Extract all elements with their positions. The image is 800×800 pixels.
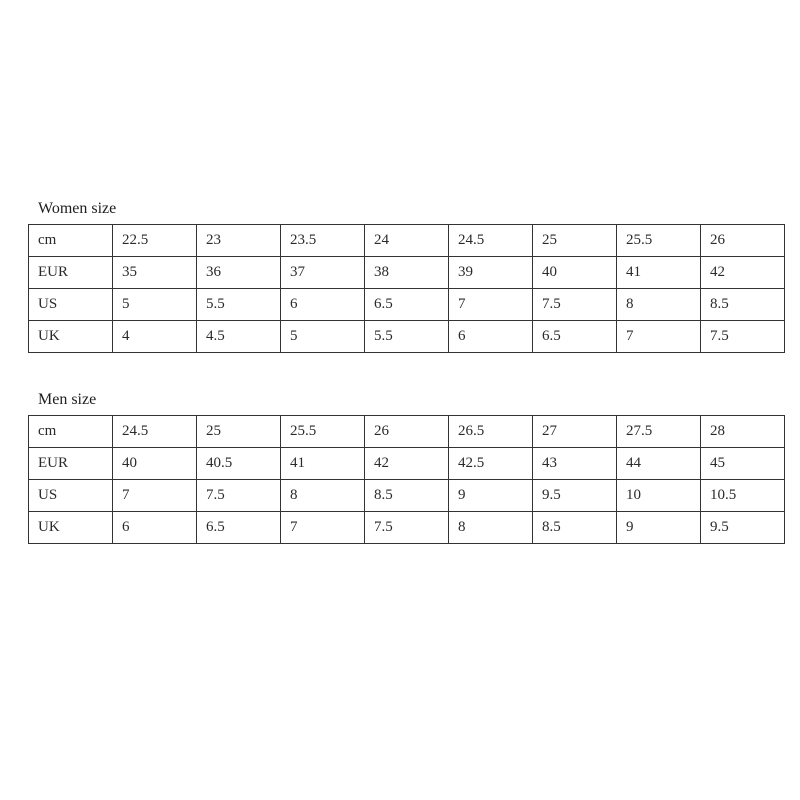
size-value-cell: 8.5 <box>701 289 785 321</box>
size-value-cell: 36 <box>197 257 281 289</box>
size-value-cell: 23 <box>197 225 281 257</box>
size-value-cell: 27.5 <box>617 416 701 448</box>
size-value-cell: 6 <box>449 321 533 353</box>
size-value-cell: 27 <box>533 416 617 448</box>
row-label-cell: US <box>29 289 113 321</box>
size-value-cell: 35 <box>113 257 197 289</box>
size-value-cell: 25.5 <box>617 225 701 257</box>
table-row <box>29 480 785 512</box>
size-value-cell: 22.5 <box>113 225 197 257</box>
size-value-cell: 26.5 <box>449 416 533 448</box>
table-row <box>29 321 785 353</box>
women-size-title: Women size <box>38 200 117 217</box>
men-size-title: Men size <box>38 391 97 408</box>
table-row <box>29 512 785 544</box>
size-value-cell: 5.5 <box>197 289 281 321</box>
row-label-cell: UK <box>29 321 113 353</box>
size-value-cell: 9.5 <box>701 512 785 544</box>
size-value-cell: 6 <box>281 289 365 321</box>
size-value-cell: 4.5 <box>197 321 281 353</box>
size-value-cell: 26 <box>701 225 785 257</box>
size-value-cell: 24 <box>365 225 449 257</box>
table-row <box>29 225 785 257</box>
size-value-cell: 44 <box>617 448 701 480</box>
size-value-cell: 8 <box>281 480 365 512</box>
size-value-cell: 39 <box>449 257 533 289</box>
table-row <box>29 257 785 289</box>
size-value-cell: 10.5 <box>701 480 785 512</box>
size-value-cell: 40 <box>113 448 197 480</box>
size-value-cell: 25 <box>197 416 281 448</box>
size-value-cell: 6.5 <box>365 289 449 321</box>
size-value-cell: 40 <box>533 257 617 289</box>
size-value-cell: 7 <box>449 289 533 321</box>
size-value-cell: 4 <box>113 321 197 353</box>
men-size-section <box>28 389 784 544</box>
size-value-cell: 5.5 <box>365 321 449 353</box>
size-value-cell: 5 <box>113 289 197 321</box>
size-value-cell: 7 <box>281 512 365 544</box>
women-size-table <box>28 224 785 353</box>
size-value-cell: 24.5 <box>449 225 533 257</box>
size-value-cell: 9 <box>617 512 701 544</box>
size-value-cell: 38 <box>365 257 449 289</box>
size-value-cell: 42.5 <box>449 448 533 480</box>
size-value-cell: 37 <box>281 257 365 289</box>
table-row <box>29 289 785 321</box>
size-value-cell: 43 <box>533 448 617 480</box>
size-value-cell: 42 <box>365 448 449 480</box>
table-row <box>29 416 785 448</box>
size-value-cell: 7.5 <box>533 289 617 321</box>
size-value-cell: 10 <box>617 480 701 512</box>
size-value-cell: 9.5 <box>533 480 617 512</box>
size-value-cell: 24.5 <box>113 416 197 448</box>
size-value-cell: 7.5 <box>197 480 281 512</box>
row-label-cell: cm <box>29 225 113 257</box>
row-label-cell: cm <box>29 416 113 448</box>
row-label-cell: UK <box>29 512 113 544</box>
size-value-cell: 25 <box>533 225 617 257</box>
row-label-cell: EUR <box>29 448 113 480</box>
size-value-cell: 7 <box>617 321 701 353</box>
size-value-cell: 7 <box>113 480 197 512</box>
size-value-cell: 42 <box>701 257 785 289</box>
women-size-section <box>28 198 784 353</box>
size-value-cell: 41 <box>281 448 365 480</box>
row-label-cell: US <box>29 480 113 512</box>
size-value-cell: 26 <box>365 416 449 448</box>
size-value-cell: 8.5 <box>365 480 449 512</box>
size-value-cell: 5 <box>281 321 365 353</box>
size-value-cell: 6 <box>113 512 197 544</box>
size-value-cell: 25.5 <box>281 416 365 448</box>
size-value-cell: 9 <box>449 480 533 512</box>
size-value-cell: 8 <box>617 289 701 321</box>
size-value-cell: 41 <box>617 257 701 289</box>
row-label-cell: EUR <box>29 257 113 289</box>
size-value-cell: 8 <box>449 512 533 544</box>
table-row <box>29 448 785 480</box>
size-value-cell: 7.5 <box>365 512 449 544</box>
size-value-cell: 28 <box>701 416 785 448</box>
size-value-cell: 6.5 <box>533 321 617 353</box>
size-value-cell: 40.5 <box>197 448 281 480</box>
size-value-cell: 23.5 <box>281 225 365 257</box>
size-value-cell: 8.5 <box>533 512 617 544</box>
size-value-cell: 6.5 <box>197 512 281 544</box>
size-value-cell: 45 <box>701 448 785 480</box>
men-size-table <box>28 415 785 544</box>
size-value-cell: 7.5 <box>701 321 785 353</box>
